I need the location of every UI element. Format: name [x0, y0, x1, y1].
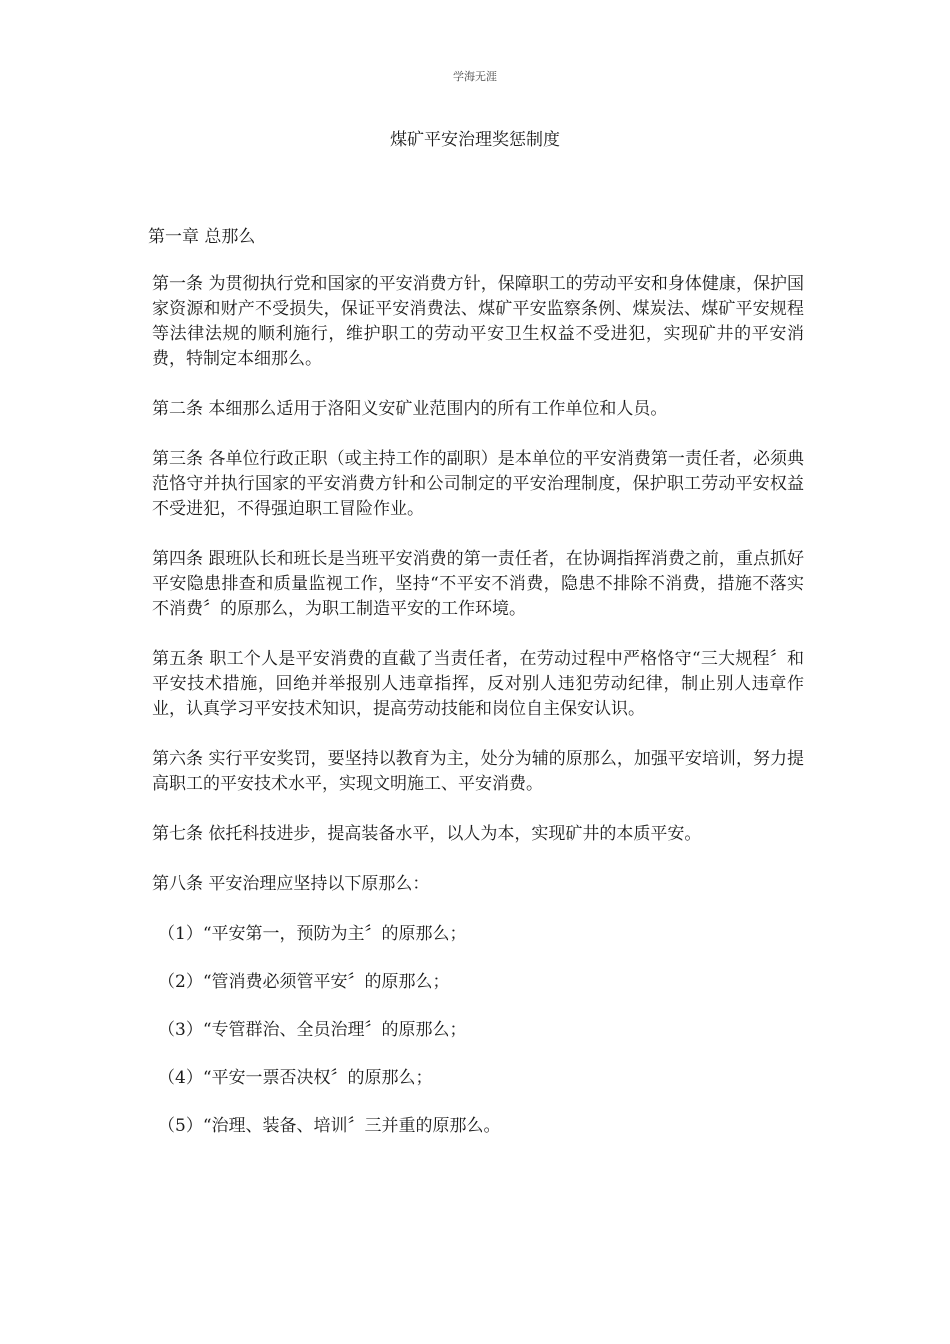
principle-item-4: （4）“平安一票否决权〞的原那么；	[158, 1068, 433, 1088]
article-7: 第七条 依托科技进步，提高装备水平，以人为本，实现矿井的本质平安。	[152, 824, 702, 844]
chapter-heading: 第一章 总那么	[148, 227, 256, 247]
article-3: 第三条 各单位行政正职（或主持工作的副职）是本单位的平安消费第一责任者，必须典范恪守并执行国家的平安消费方针和公司制定的平安治理制度，保护职工劳动平安权益不受进犯，不得强迫职工冒险作业。	[152, 449, 804, 519]
principle-item-2: （2）“管消费必须管平安〞的原那么；	[158, 972, 450, 992]
article-5: 第五条 职工个人是平安消费的直截了当责任者，在劳动过程中严格恪守“三大规程〞和平安技术措施，回绝并举报别人违章指挥，反对别人违犯劳动纪律，制止别人违章作业，认真学习平安技术知识，提高劳动技能和岗位自主保安认识。	[152, 649, 804, 719]
article-6: 第六条 实行平安奖罚，要坚持以教育为主，处分为辅的原那么，加强平安培训，努力提高职工的平安技术水平，实现文明施工、平安消费。	[152, 749, 804, 794]
article-4: 第四条 跟班队长和班长是当班平安消费的第一责任者，在协调指挥消费之前，重点抓好平安隐患排查和质量监视工作，坚持“不平安不消费，隐患不排除不消费，措施不落实不消费〞的原那么，为职工制造平安的工作环境。	[152, 549, 804, 619]
article-2: 第二条 本细那么适用于洛阳义安矿业范围内的所有工作单位和人员。	[152, 399, 668, 419]
principle-item-5: （5）“治理、装备、培训〞三并重的原那么。	[158, 1116, 501, 1136]
document-title: 煤矿平安治理奖惩制度	[390, 130, 560, 150]
document-body	[148, 225, 804, 1162]
article-8: 第八条 平安治理应坚持以下原那么：	[152, 874, 430, 894]
running-header: 学海无涯	[453, 70, 497, 83]
principle-item-3: （3）“专管群治、全员治理〞的原那么；	[158, 1020, 467, 1040]
principle-item-1: （1）“平安第一，预防为主〞的原那么；	[158, 924, 467, 944]
article-1: 第一条 为贯彻执行党和国家的平安消费方针，保障职工的劳动平安和身体健康，保护国家资源和财产不受损失，保证平安消费法、煤矿平安监察条例、煤炭法、煤矿平安规程等法律法规的顺利施行，维护职工的劳动平安卫生权益不受进犯，实现矿井的平安消费，特制定本细那么。	[152, 274, 804, 369]
